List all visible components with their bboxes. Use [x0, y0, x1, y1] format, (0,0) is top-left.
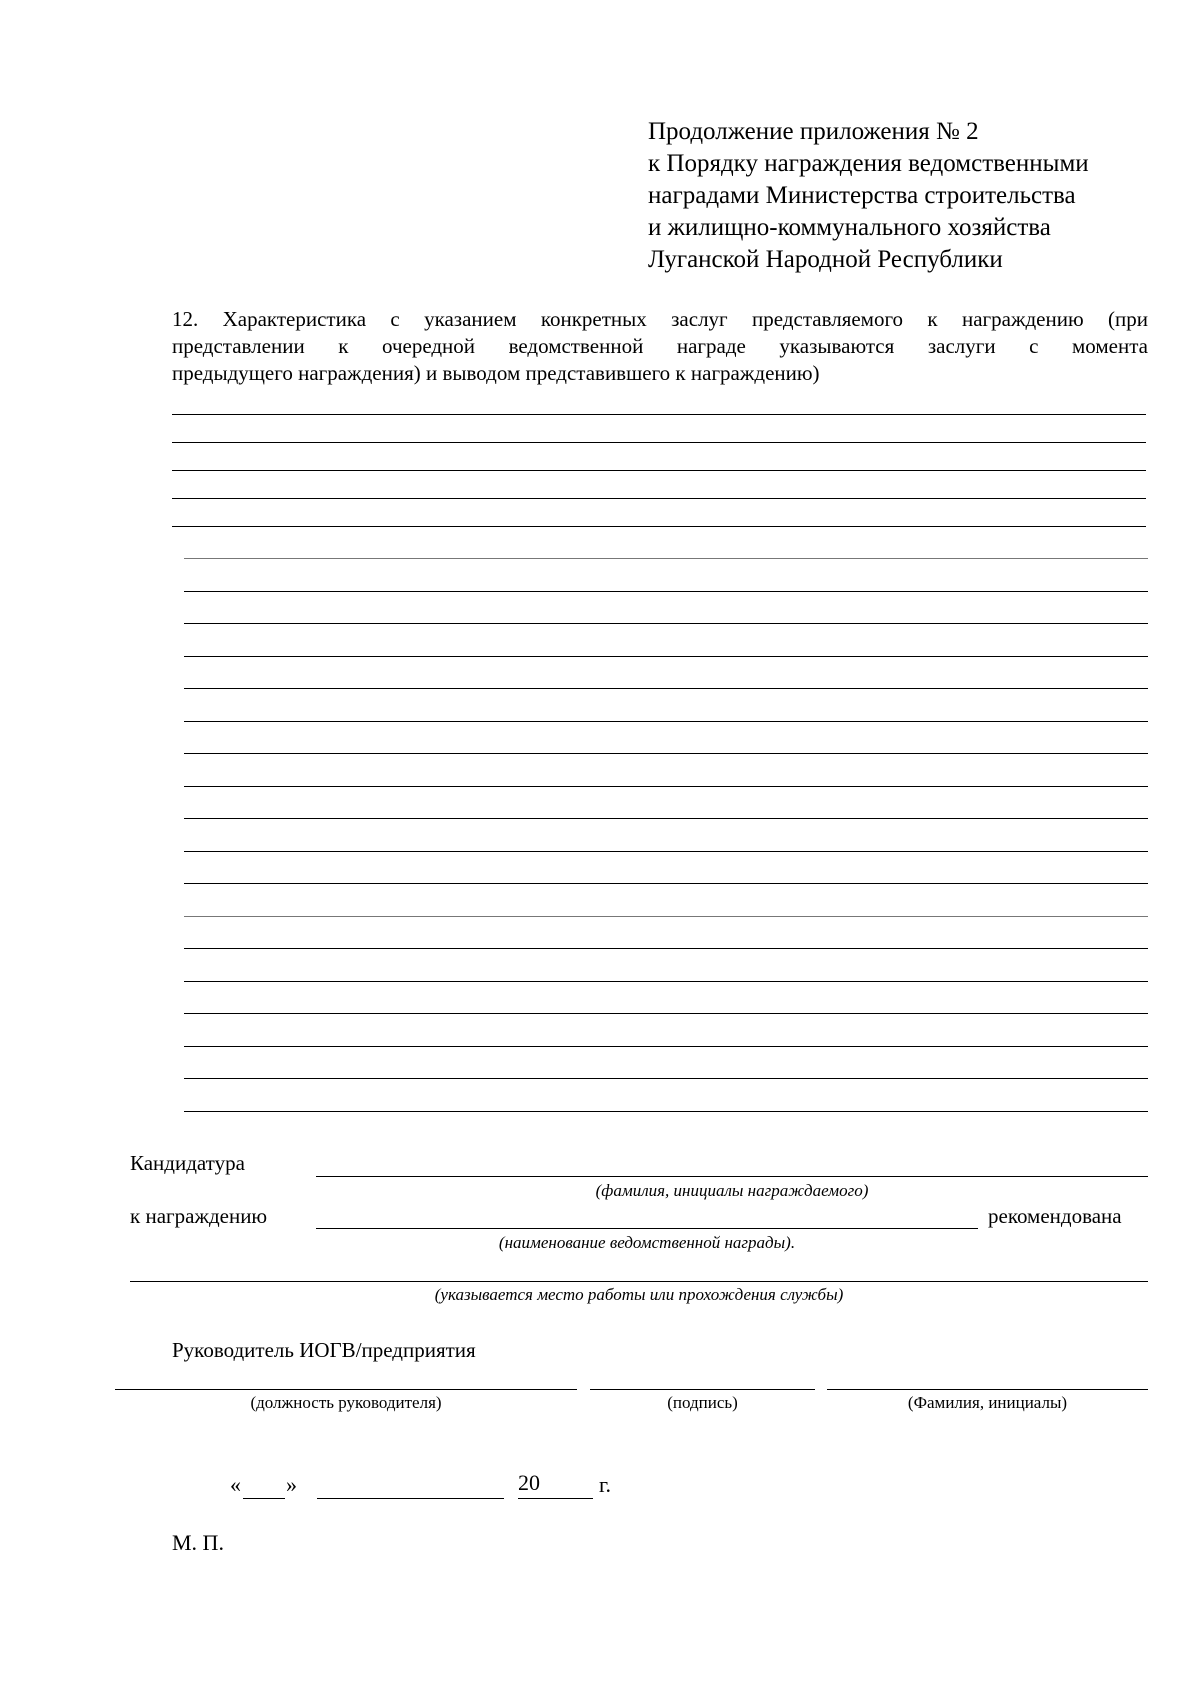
fill-line[interactable] — [184, 688, 1148, 689]
fill-line[interactable] — [184, 1013, 1148, 1014]
candidate-name-line[interactable] — [316, 1176, 1148, 1177]
header-line: к Порядку награждения ведомственными — [648, 150, 1089, 177]
fill-line[interactable] — [184, 851, 1148, 852]
fill-line[interactable] — [184, 1111, 1148, 1112]
head-position-line[interactable] — [115, 1389, 577, 1390]
date-month-line[interactable] — [317, 1498, 504, 1499]
date-year-suffix: г. — [599, 1472, 612, 1497]
fill-line[interactable] — [184, 916, 1148, 917]
head-name-line[interactable] — [827, 1389, 1148, 1390]
header-line: Луганской Народной Республики — [648, 246, 1003, 273]
paragraph-line: 12. Характеристика с указанием конкретных заслуг представляемого к награждению (при — [172, 307, 1148, 331]
paragraph-line: представлении к очередной ведомственной награде указываются заслуги с момента — [172, 334, 1148, 358]
fill-line[interactable] — [184, 753, 1148, 754]
fill-line[interactable] — [184, 721, 1148, 722]
fill-line[interactable] — [184, 558, 1148, 559]
fill-line[interactable] — [172, 526, 1146, 527]
fill-line[interactable] — [172, 442, 1146, 443]
fill-line[interactable] — [184, 591, 1148, 592]
characteristic-paragraph — [172, 306, 1148, 387]
award-recommended-label: рекомендована — [988, 1204, 1122, 1228]
head-signature-caption: (подпись) — [667, 1393, 738, 1412]
fill-line[interactable] — [172, 414, 1146, 415]
head-name-caption: (Фамилия, инициалы) — [907, 1393, 1068, 1412]
appendix-header — [648, 116, 1089, 276]
head-title: Руководитель ИОГВ/предприятия — [172, 1338, 476, 1362]
fill-line[interactable] — [184, 818, 1148, 819]
award-caption: (наименование ведомственной награды). — [498, 1233, 796, 1252]
fill-line[interactable] — [184, 1078, 1148, 1079]
workplace-line[interactable] — [130, 1281, 1148, 1282]
fill-line[interactable] — [184, 786, 1148, 787]
fill-line[interactable] — [172, 498, 1146, 499]
fill-line[interactable] — [184, 948, 1148, 949]
fill-line[interactable] — [184, 981, 1148, 982]
head-signature-line[interactable] — [590, 1389, 815, 1390]
award-name-line[interactable] — [316, 1228, 978, 1229]
award-label: к награждению — [130, 1204, 268, 1228]
header-line: Продолжение приложения № 2 — [648, 118, 979, 145]
head-position-caption: (должность руководителя) — [250, 1393, 442, 1412]
date-year-line[interactable] — [518, 1498, 593, 1499]
header-line: наградами Министерства строительства — [648, 182, 1076, 209]
fill-line[interactable] — [184, 1046, 1148, 1047]
paragraph-line: предыдущего награждения) и выводом представившего к награждению) — [172, 361, 820, 385]
header-line: и жилищно-коммунального хозяйства — [648, 214, 1051, 241]
candidate-caption: (фамилия, инициалы награждаемого) — [595, 1181, 869, 1200]
date-open-quote: « — [230, 1472, 241, 1497]
seal-label: М. П. — [172, 1530, 224, 1555]
date-year-prefix: 20 — [518, 1470, 540, 1495]
fill-line[interactable] — [184, 656, 1148, 657]
fill-line[interactable] — [172, 470, 1146, 471]
date-day-line[interactable] — [243, 1498, 285, 1499]
candidate-label: Кандидатура — [130, 1151, 245, 1175]
date-close-quote: » — [286, 1472, 297, 1497]
fill-line[interactable] — [184, 623, 1148, 624]
fill-line[interactable] — [184, 883, 1148, 884]
workplace-caption: (указывается место работы или прохождения службы) — [434, 1285, 844, 1304]
